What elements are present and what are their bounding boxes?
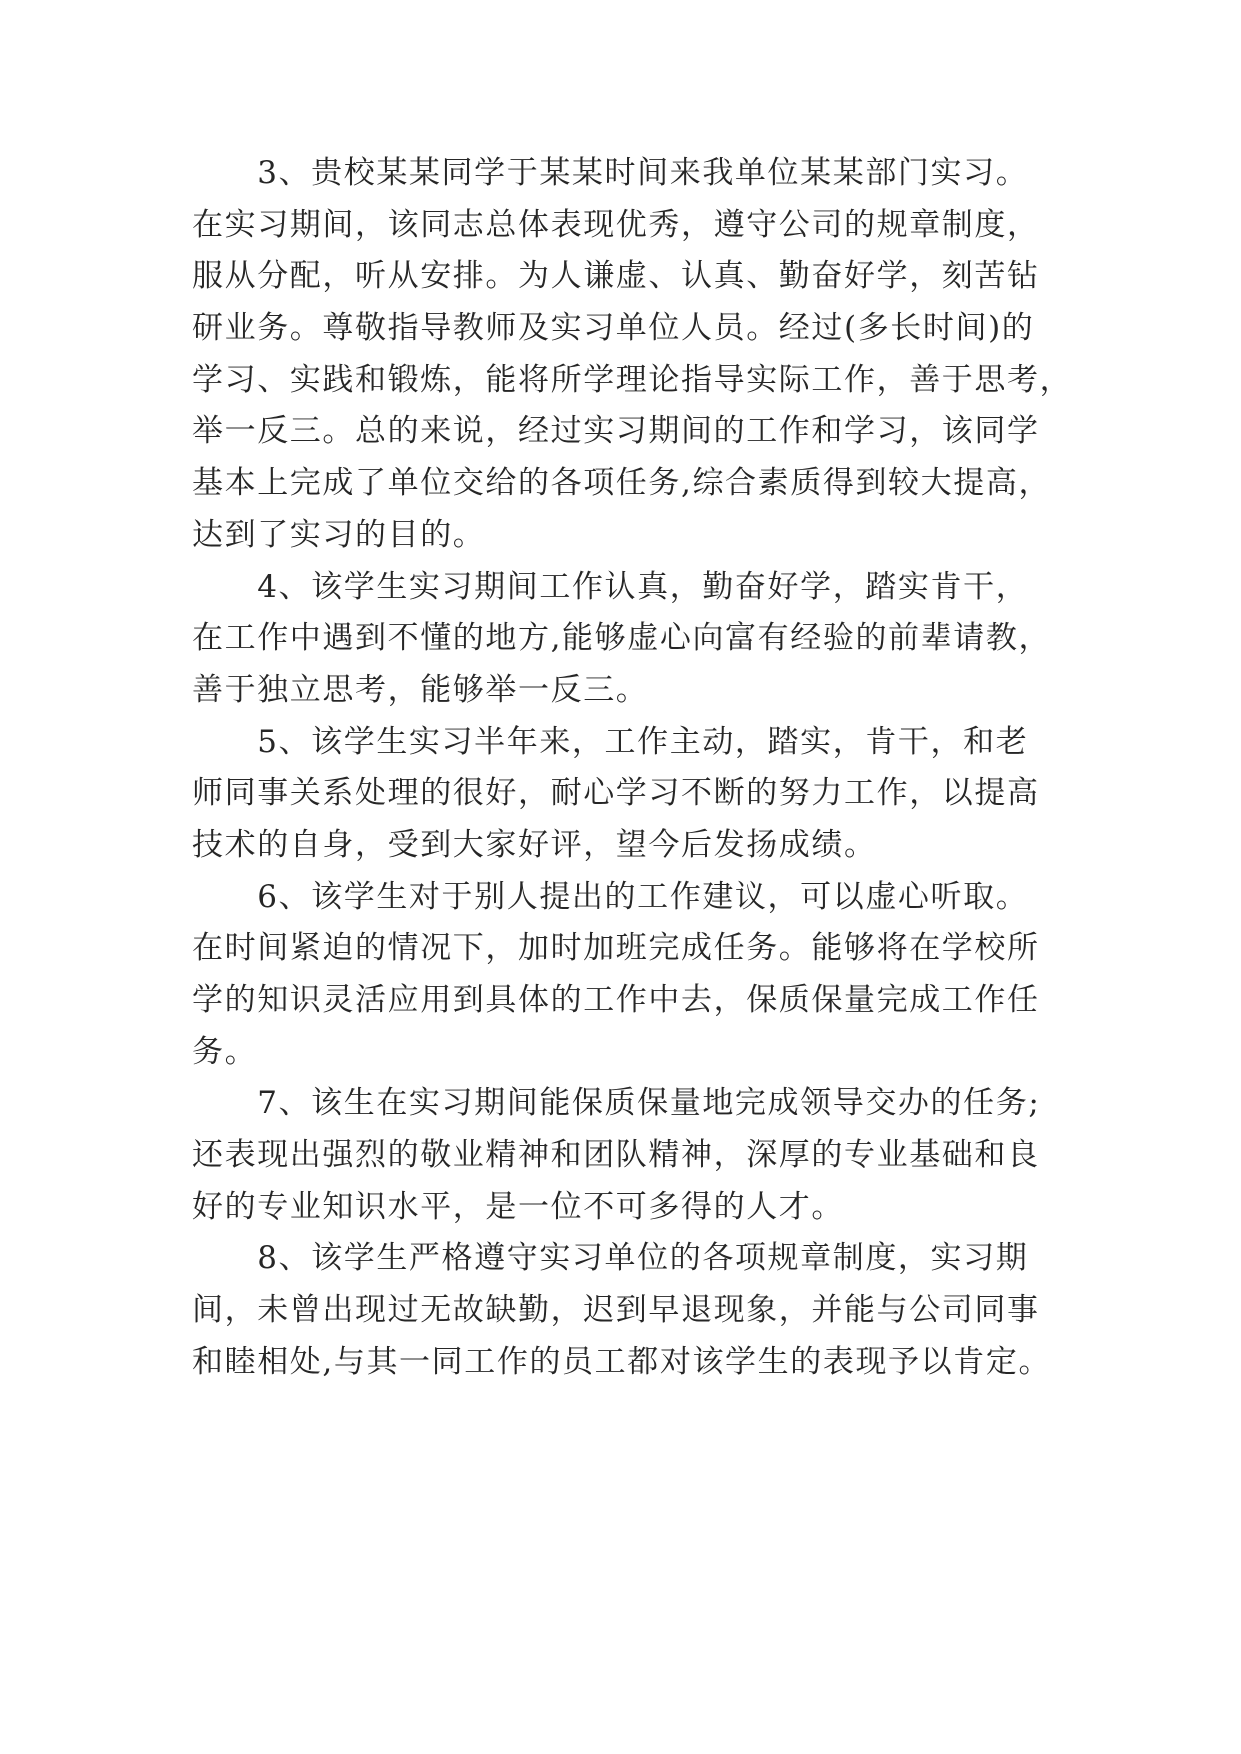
text-line: 好的专业知识水平，是一位不可多得的人才。 [192,1188,844,1225]
text-line: 达到了实习的目的。 [192,516,486,553]
text-line: 服从分配，听从安排。为人谦虚、认真、勤奋好学，刻苦钻 [192,258,1040,295]
text-line: 技术的自身，受到大家好评，望今后发扬成绩。 [192,826,877,863]
text-line: 7、该生在实习期间能保质保量地完成领导交办的任务; [192,1085,1041,1122]
text-line: 务。 [192,1033,258,1070]
text-line: 在工作中遇到不懂的地方,能够虚心向富有经验的前辈请教， [192,620,1052,657]
text-line: 6、该学生对于别人提出的工作建议，可以虚心听取。 [192,878,1029,915]
text-line: 8、该学生严格遵守实习单位的各项规章制度，实习期 [192,1240,1029,1277]
text-line: 间，未曾出现过无故缺勤，迟到早退现象，并能与公司同事 [192,1292,1040,1329]
text-line: 学的知识灵活应用到具体的工作中去，保质保量完成工作任 [192,982,1040,1018]
text-line: 还表现出强烈的敬业精神和团队精神，深厚的专业基础和良 [192,1137,1040,1174]
text-line: 4、该学生实习期间工作认真，勤奋好学，踏实肯干， [192,568,1029,605]
text-line: 师同事关系处理的很好，耐心学习不断的努力工作，以提高 [192,775,1040,812]
text-line: 5、该学生实习半年来，工作主动，踏实，肯干，和老 [192,723,1029,760]
text-line: 举一反三。总的来说，经过实习期间的工作和学习，该同学 [192,413,1040,450]
text-line: 在时间紧迫的情况下，加时加班完成任务。能够将在学校所 [192,930,1040,967]
text-line: 3、贵校某某同学于某某时间来我单位某某部门实习。 [192,155,1029,191]
document-body [192,148,1073,1389]
text-line: 研业务。尊敬指导教师及实习单位人员。经过(多长时间)的 [192,310,1035,347]
text-line: 基本上完成了单位交给的各项任务,综合素质得到较大提高， [192,465,1052,502]
text-line: 学习、实践和锻炼，能将所学理论指导实际工作，善于思考， [192,361,1073,398]
text-line: 和睦相处,与其一同工作的员工都对该学生的表现予以肯定。 [192,1343,1052,1380]
text-line: 在实习期间，该同志总体表现优秀，遵守公司的规章制度， [192,206,1040,243]
text-line: 善于独立思考，能够举一反三。 [192,671,649,708]
